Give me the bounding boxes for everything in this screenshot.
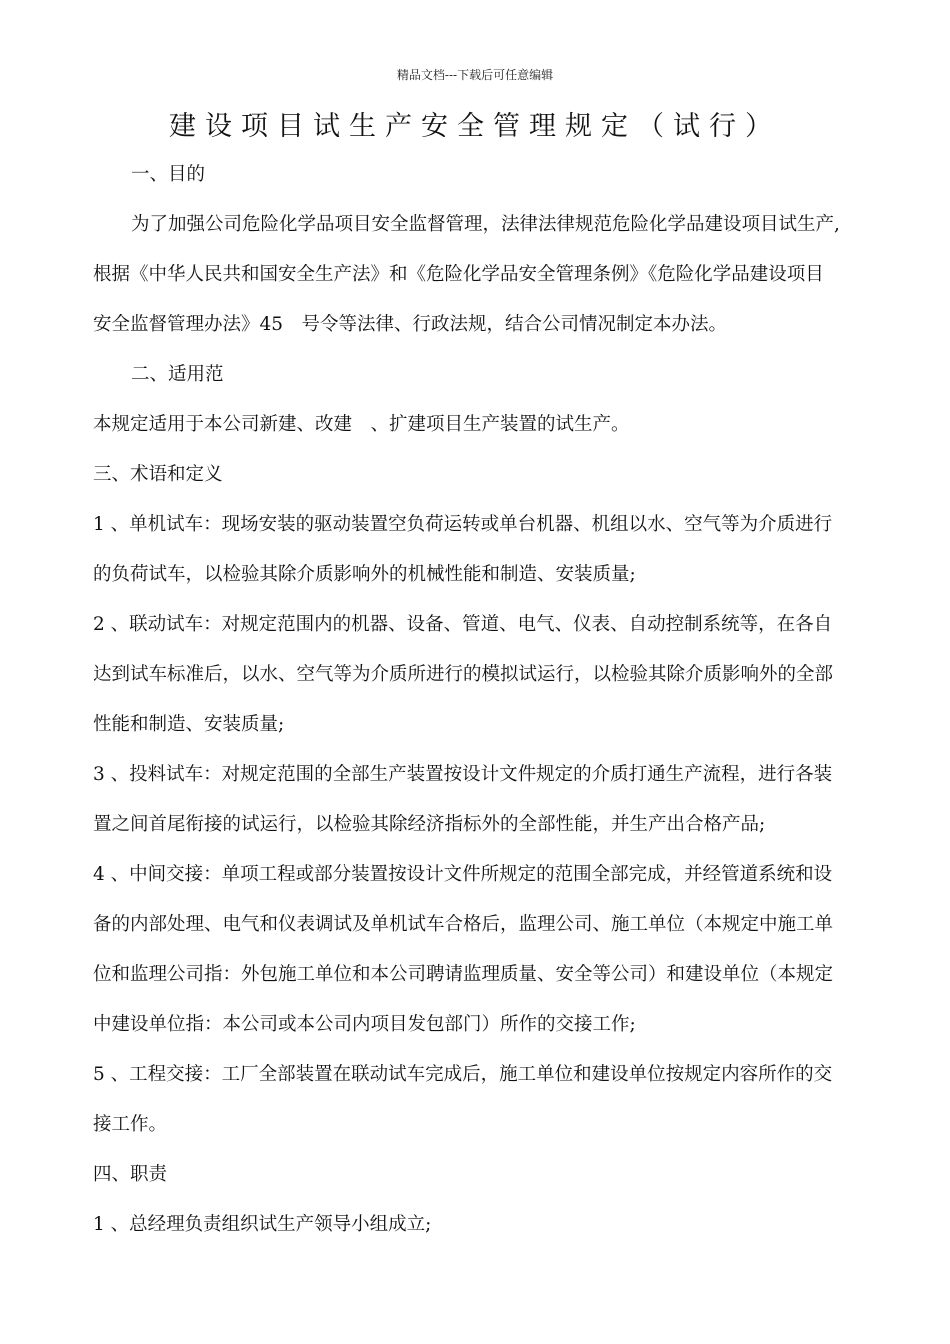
paragraph-line: 为了加强公司危险化学品项目安全监督管理，法律法律规范危险化学品建设项目试生产,	[131, 214, 840, 235]
term-item-line: 4 、中间交接：单项工程或部分装置按设计文件所规定的范围全部完成，并经管道系统和设	[93, 864, 833, 885]
paragraph-line: 根据《中华人民共和国安全生产法》和《危险化学品安全管理条例》《危险化学品建设项目	[93, 264, 824, 285]
term-item-line: 接工作。	[93, 1114, 168, 1135]
section-heading-scope: 二、适用范	[131, 364, 224, 385]
header-note: 精品文档---下载后可任意编辑	[396, 68, 554, 82]
term-item-line: 3 、投料试车：对规定范围的全部生产装置按设计文件规定的介质打通生产流程，进行各装	[93, 764, 833, 785]
term-item-line: 位和监理公司指：外包施工单位和本公司聘请监理质量、安全等公司）和建设单位（本规定	[93, 964, 834, 985]
paragraph-line: 安全监督管理办法》45 号令等法律、行政法规，结合公司情况制定本办法。	[93, 314, 728, 335]
section-heading-terms: 三、术语和定义	[93, 464, 223, 485]
term-item-line: 中建设单位指：本公司或本公司内项目发包部门）所作的交接工作;	[93, 1014, 636, 1035]
section-heading-purpose: 一、目的	[131, 164, 206, 185]
paragraph-line: 本规定适用于本公司新建、改建 、扩建项目生产装置的试生产。	[93, 414, 630, 435]
section-heading-duties: 四、职责	[93, 1164, 168, 1185]
term-item-line: 达到试车标准后，以水、空气等为介质所进行的模拟试运行，以检验其除介质影响外的全部	[93, 664, 834, 685]
document-title: 建设项目试生产安全管理规定（试行）	[169, 111, 781, 142]
term-item-line: 置之间首尾衔接的试运行，以检验其除经济指标外的全部性能，并生产出合格产品;	[93, 814, 766, 835]
term-item-line: 性能和制造、安装质量;	[93, 714, 285, 735]
term-item-line: 1 、单机试车：现场安装的驱动装置空负荷运转或单台机器、机组以水、空气等为介质进行	[93, 514, 833, 535]
term-item-line: 备的内部处理、电气和仪表调试及单机试车合格后，监理公司、施工单位（本规定中施工单	[93, 914, 834, 935]
term-item-line: 的负荷试车，以检验其除介质影响外的机械性能和制造、安装质量;	[93, 564, 636, 585]
term-item-line: 5 、工程交接：工厂全部装置在联动试车完成后，施工单位和建设单位按规定内容所作的交	[93, 1064, 833, 1085]
term-item-line: 2 、联动试车：对规定范围内的机器、设备、管道、电气、仪表、自动控制系统等，在各自	[93, 614, 833, 635]
duty-item-line: 1 、总经理负责组织试生产领导小组成立;	[93, 1214, 432, 1235]
document-body	[93, 150, 868, 1250]
